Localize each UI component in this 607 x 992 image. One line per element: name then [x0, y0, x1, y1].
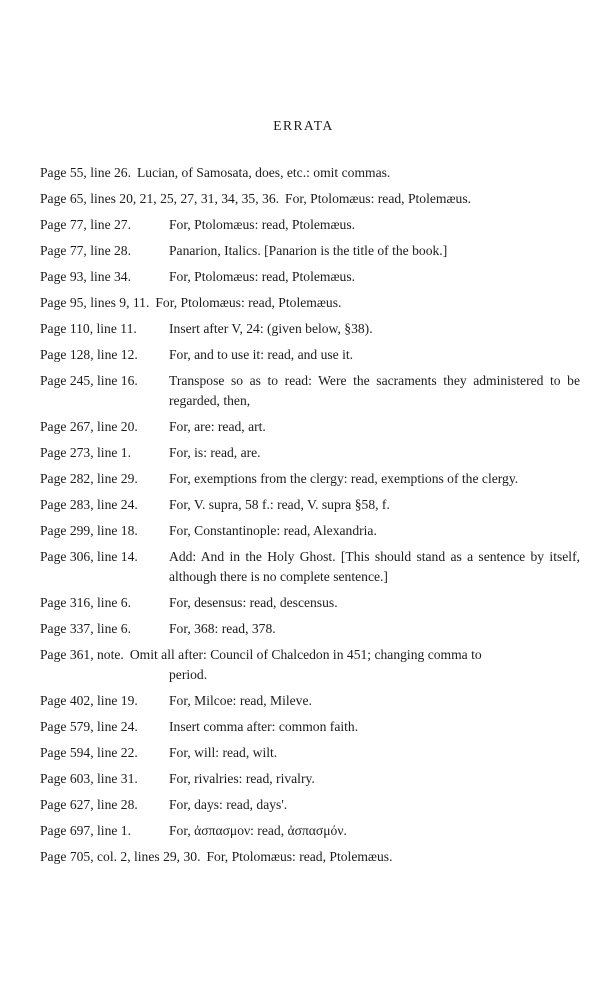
entry-ref: Page 77, line 27. — [40, 217, 131, 232]
errata-entry — [40, 645, 580, 685]
entry-text: For, days: read, days'. — [169, 797, 288, 812]
errata-entry — [40, 847, 580, 867]
entry-text: For, ἀσπασμον: read, ἀσπασμόν. — [169, 823, 347, 838]
entry-ref: Page 55, line 26. — [40, 165, 131, 180]
errata-entry — [40, 743, 580, 763]
errata-entry — [40, 319, 580, 339]
errata-entry — [40, 769, 580, 789]
entry-ref: Page 603, line 31. — [40, 771, 138, 786]
errata-entry — [40, 215, 580, 235]
entry-ref: Page 283, line 24. — [40, 497, 138, 512]
entry-ref: Page 361, note. — [40, 647, 124, 662]
errata-entry — [40, 417, 580, 437]
entry-text: Lucian, of Samosata, does, etc.: omit commas. — [137, 165, 391, 180]
entry-ref: Page 95, lines 9, 11. — [40, 295, 150, 310]
entry-text: For, Ptolomæus: read, Ptolemæus. — [169, 217, 356, 232]
entry-text: For, Milcoe: read, Mileve. — [169, 693, 312, 708]
entry-ref: Page 306, line 14. — [40, 549, 138, 564]
errata-entry — [40, 795, 580, 815]
entry-text: For, desensus: read, descensus. — [169, 595, 338, 610]
entry-ref: Page 93, line 34. — [40, 269, 131, 284]
errata-entry — [40, 821, 580, 841]
errata-entry — [40, 371, 580, 411]
entry-text: Insert after V, 24: (given below, §38). — [169, 321, 373, 336]
entry-ref: Page 299, line 18. — [40, 523, 138, 538]
entry-ref: Page 267, line 20. — [40, 419, 138, 434]
entry-ref: Page 697, line 1. — [40, 823, 131, 838]
entry-text: For, is: read, are. — [169, 445, 261, 460]
entry-ref: Page 316, line 6. — [40, 595, 131, 610]
entry-text: For, Constantinople: read, Alexandria. — [169, 523, 377, 538]
entry-text: Panarion, Italics. [Panarion is the title of the book.] — [169, 243, 448, 258]
errata-entry — [40, 189, 580, 209]
entry-ref: Page 245, line 16. — [40, 373, 138, 388]
entry-ref: Page 77, line 28. — [40, 243, 131, 258]
entry-text: For, V. supra, 58 f.: read, V. supra §58, f. — [169, 497, 390, 512]
entry-text: For, Ptolomæus: read, Ptolemæus. — [169, 269, 356, 284]
entry-ref: Page 337, line 6. — [40, 621, 131, 636]
errata-entry — [40, 443, 580, 463]
entry-text: Insert comma after: common faith. — [169, 719, 359, 734]
entry-ref: Page 273, line 1. — [40, 445, 131, 460]
entry-ref: Page 110, line 11. — [40, 321, 137, 336]
errata-entry — [40, 521, 580, 541]
entry-ref: Page 402, line 19. — [40, 693, 138, 708]
entry-ref: Page 65, lines 20, 21, 25, 27, 31, 34, 35, 36. — [40, 191, 280, 206]
entry-text: For, 368: read, 378. — [169, 621, 276, 636]
entry-text: For, and to use it: read, and use it. — [169, 347, 354, 362]
entry-ref: Page 594, line 22. — [40, 745, 138, 760]
entry-text: For, rivalries: read, rivalry. — [169, 771, 315, 786]
errata-entry — [40, 163, 580, 183]
errata-entry — [40, 717, 580, 737]
errata-entry — [40, 293, 580, 313]
entry-text: Add: And in the Holy Ghost. [This should stand as a sentence by itself, although there is no complete sentence.] — [169, 549, 580, 584]
entry-text: For, Ptolomæus: read, Ptolemæus. — [206, 849, 393, 864]
entry-ref: Page 128, line 12. — [40, 347, 138, 362]
entry-text: For, are: read, art. — [169, 419, 266, 434]
entry-text: Transpose so as to read: Were the sacraments they administered to be regarded, then, — [169, 373, 580, 408]
entry-ref: Page 705, col. 2, lines 29, 30. — [40, 849, 201, 864]
errata-entry — [40, 495, 580, 515]
entry-ref: Page 627, line 28. — [40, 797, 138, 812]
page-title: ERRATA — [273, 118, 334, 133]
entry-ref: Page 579, line 24. — [40, 719, 138, 734]
errata-entry — [40, 267, 580, 287]
errata-entry — [40, 593, 580, 613]
errata-entry — [40, 345, 580, 365]
entry-ref: Page 282, line 29. — [40, 471, 138, 486]
errata-entry — [40, 241, 580, 261]
errata-entry — [40, 547, 580, 587]
entry-text: For, Ptolomæus: read, Ptolemæus. — [155, 295, 342, 310]
entry-text: For, Ptolomæus: read, Ptolemæus. — [285, 191, 472, 206]
entry-text: For, exemptions from the clergy: read, exemptions of the clergy. — [169, 471, 519, 486]
entry-text: For, will: read, wilt. — [169, 745, 278, 760]
errata-entry — [40, 619, 580, 639]
errata-entry — [40, 469, 580, 489]
entry-text-continuation: period. — [169, 667, 208, 682]
errata-list — [40, 163, 580, 873]
errata-entry — [40, 691, 580, 711]
entry-text: Omit all after: Council of Chalcedon in 451; changing comma to — [129, 647, 482, 662]
